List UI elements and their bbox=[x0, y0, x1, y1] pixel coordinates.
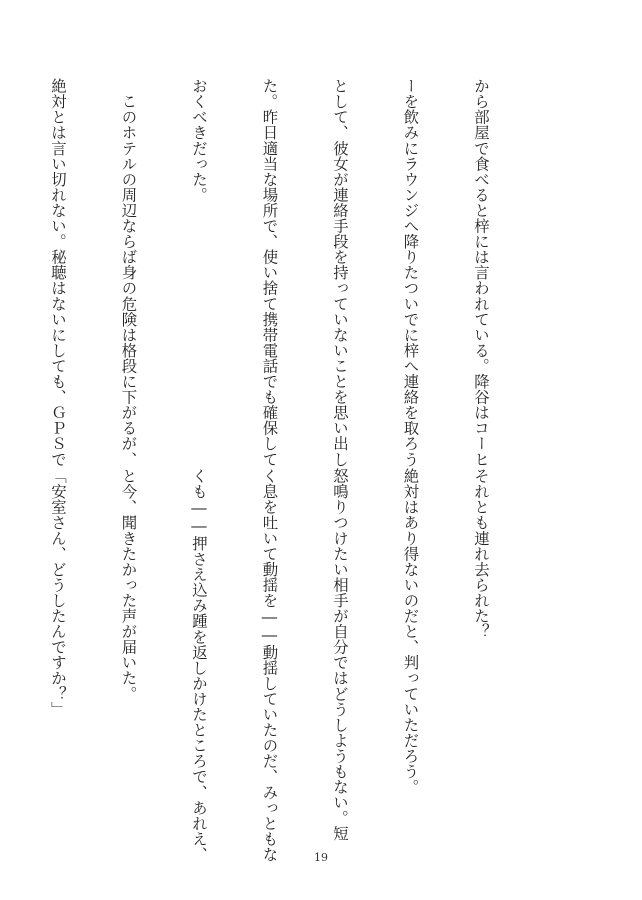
text-column: それとも連れ去られた？ bbox=[472, 468, 490, 640]
text-column: 「安室さん、どうしたんですか？」 bbox=[49, 468, 67, 717]
text-column: 絶対とは言い切れない。秘聴はないにしても、ＧＰＳで bbox=[49, 78, 67, 467]
upper-text-block bbox=[49, 78, 539, 467]
text-column: から部屋で食べると梓には言われている。降谷はコーヒ bbox=[472, 78, 490, 467]
text-column: 怒鳴りつけたい相手が自分ではどうしようもない。短 bbox=[331, 468, 349, 842]
text-column: おくべきだった。 bbox=[190, 78, 208, 203]
text-column: くも――押さえ込み踵を返しかけたところで、あれえ、 bbox=[190, 468, 208, 862]
text-column: このホテルの周辺ならば身の危険は格段に下がるが、 bbox=[119, 78, 138, 467]
text-column: と今、聞きたかった声が届いた。 bbox=[119, 468, 138, 702]
text-column: 絶対はあり得ないのだと、判っていただろう。 bbox=[401, 468, 420, 795]
text-column: として、彼女が連絡手段を持っていないことを思い出し bbox=[331, 78, 349, 467]
page-number: 19 bbox=[314, 851, 328, 864]
text-column: た。昨日適当な場所で、使い捨て携帯電話でも確保して bbox=[260, 78, 279, 467]
text-column: く息を吐いて動揺を――動揺していたのだ、みっともな bbox=[260, 468, 279, 862]
text-column: ーを飲みにラウンジへ降りたついでに梓へ連絡を取ろう bbox=[401, 78, 420, 467]
